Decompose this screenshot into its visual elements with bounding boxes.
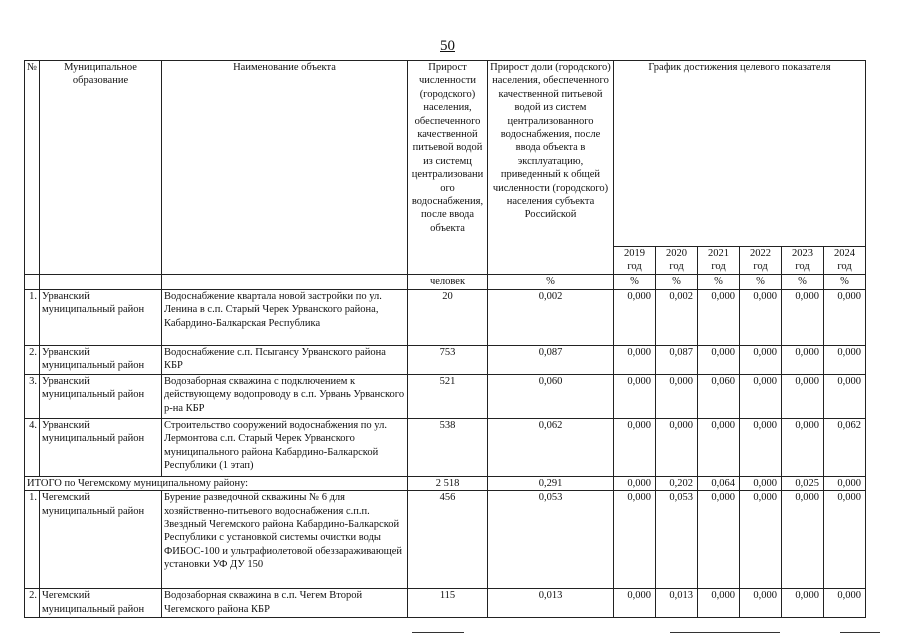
header-no: № [25, 61, 40, 275]
total-population: 2 518 [408, 476, 488, 490]
municipality-cell: Чегемский муниципальный район [40, 491, 162, 589]
row-number: 2. [25, 589, 40, 618]
year-value: 0,000 [824, 589, 866, 618]
year-value: 0,087 [656, 345, 698, 374]
unit-cell: % [824, 274, 866, 289]
target-indicator-table [24, 60, 866, 618]
share-cell: 0,053 [488, 491, 614, 589]
table-row [25, 289, 866, 345]
row-number: 2. [25, 345, 40, 374]
header-population-increase: Прирост численности (городского) населения, обеспеченного качественной питьевой водой из системц централизовани ого водоснабжения, после ввода объекта [408, 61, 488, 275]
year-value: 0,000 [740, 491, 782, 589]
object-cell: Водоснабжение с.п. Псыгансу Урванского района КБР [162, 345, 408, 374]
year-value: 0,000 [698, 345, 740, 374]
total-row [25, 476, 866, 490]
total-year-value: 0,000 [740, 476, 782, 490]
year-value: 0,000 [740, 418, 782, 476]
year-value: 0,000 [740, 374, 782, 418]
population-cell: 538 [408, 418, 488, 476]
header-year: 2019 год [614, 247, 656, 275]
year-value: 0,000 [698, 491, 740, 589]
share-cell: 0,002 [488, 289, 614, 345]
share-cell: 0,060 [488, 374, 614, 418]
header-year: 2021 год [698, 247, 740, 275]
row-number: 1. [25, 491, 40, 589]
year-value: 0,000 [782, 418, 824, 476]
population-cell: 753 [408, 345, 488, 374]
unit-cell: % [656, 274, 698, 289]
header-year: 2024 год [824, 247, 866, 275]
total-year-value: 0,025 [782, 476, 824, 490]
table-row [25, 589, 866, 618]
table-row [25, 491, 866, 589]
year-value: 0,060 [698, 374, 740, 418]
table-row [25, 418, 866, 476]
unit-cell: % [488, 274, 614, 289]
header-object-name: Наименование объекта [162, 61, 408, 275]
footer-rule [412, 632, 464, 633]
object-cell: Бурение разведочной скважины № 6 для хозяйственно-питьевого водоснабжения с.п.п. Звездный Чегемского района Кабардино-Балкарской Республики с установкой системы очистки воды ФИБОС-100 и ультрафиолетовой обеззараживающей установки УФ ДУ 150 [162, 491, 408, 589]
total-year-value: 0,202 [656, 476, 698, 490]
year-value: 0,000 [740, 289, 782, 345]
header-year: 2020 год [656, 247, 698, 275]
table-row [25, 345, 866, 374]
unit-cell: % [782, 274, 824, 289]
municipality-cell: Урванский муниципальный район [40, 374, 162, 418]
year-value: 0,000 [782, 491, 824, 589]
year-value: 0,000 [614, 345, 656, 374]
unit-cell: человек [408, 274, 488, 289]
year-value: 0,013 [656, 589, 698, 618]
year-value: 0,000 [614, 589, 656, 618]
share-cell: 0,062 [488, 418, 614, 476]
municipality-cell: Чегемский муниципальный район [40, 589, 162, 618]
header-schedule: График достижения целевого показателя [614, 61, 866, 247]
header-municipality: Муниципальное образование [40, 61, 162, 275]
header-year: 2023 год [782, 247, 824, 275]
year-value: 0,000 [614, 491, 656, 589]
year-value: 0,062 [824, 418, 866, 476]
row-number: 1. [25, 289, 40, 345]
footer-rule [840, 632, 880, 633]
year-value: 0,000 [614, 289, 656, 345]
unit-cell: % [698, 274, 740, 289]
year-value: 0,000 [740, 589, 782, 618]
share-cell: 0,087 [488, 345, 614, 374]
year-value: 0,000 [824, 289, 866, 345]
unit-cell: % [614, 274, 656, 289]
units-row [25, 274, 866, 289]
year-value: 0,000 [698, 289, 740, 345]
table-row [25, 374, 866, 418]
municipality-cell: Урванский муниципальный район [40, 289, 162, 345]
year-value: 0,000 [782, 374, 824, 418]
year-value: 0,000 [782, 589, 824, 618]
object-cell: Водозаборная скважина в с.п. Чегем Второй Чегемского района КБР [162, 589, 408, 618]
municipality-cell: Урванский муниципальный район [40, 418, 162, 476]
year-value: 0,000 [740, 345, 782, 374]
year-value: 0,000 [698, 418, 740, 476]
footer-rule [670, 632, 780, 633]
total-share: 0,291 [488, 476, 614, 490]
year-value: 0,000 [614, 418, 656, 476]
total-year-value: 0,064 [698, 476, 740, 490]
year-value: 0,000 [824, 491, 866, 589]
year-value: 0,000 [698, 589, 740, 618]
header-share-increase: Прирост доли (городского) населения, обеспеченного качественной питьевой водой из систем централизованного водоснабжения, после ввода объекта в эксплуатацию, приведенный к общей численности (городского) населения субъекта Российской [488, 61, 614, 275]
total-year-value: 0,000 [824, 476, 866, 490]
year-value: 0,000 [824, 374, 866, 418]
row-number: 3. [25, 374, 40, 418]
population-cell: 456 [408, 491, 488, 589]
year-value: 0,000 [614, 374, 656, 418]
total-label: ИТОГО по Чегемскому муниципальному району: [25, 476, 408, 490]
population-cell: 521 [408, 374, 488, 418]
year-value: 0,053 [656, 491, 698, 589]
header-year: 2022 год [740, 247, 782, 275]
municipality-cell: Урванский муниципальный район [40, 345, 162, 374]
unit-cell: % [740, 274, 782, 289]
year-value: 0,000 [656, 374, 698, 418]
total-year-value: 0,000 [614, 476, 656, 490]
population-cell: 115 [408, 589, 488, 618]
object-cell: Строительство сооружений водоснабжения по ул. Лермонтова с.п. Старый Черек Урванского муниципального района Кабардино-Балкарской Республики (1 этап) [162, 418, 408, 476]
year-value: 0,000 [782, 289, 824, 345]
object-cell: Водозаборная скважина с подключением к действующему водопроводу в с.п. Урвань Урванского р-на КБР [162, 374, 408, 418]
year-value: 0,002 [656, 289, 698, 345]
share-cell: 0,013 [488, 589, 614, 618]
year-value: 0,000 [824, 345, 866, 374]
population-cell: 20 [408, 289, 488, 345]
year-value: 0,000 [656, 418, 698, 476]
year-value: 0,000 [782, 345, 824, 374]
row-number: 4. [25, 418, 40, 476]
page-number: 50 [440, 38, 455, 54]
object-cell: Водоснабжение квартала новой застройки по ул. Ленина в с.п. Старый Черек Урванского района, Кабардино-Балкарская Республика [162, 289, 408, 345]
